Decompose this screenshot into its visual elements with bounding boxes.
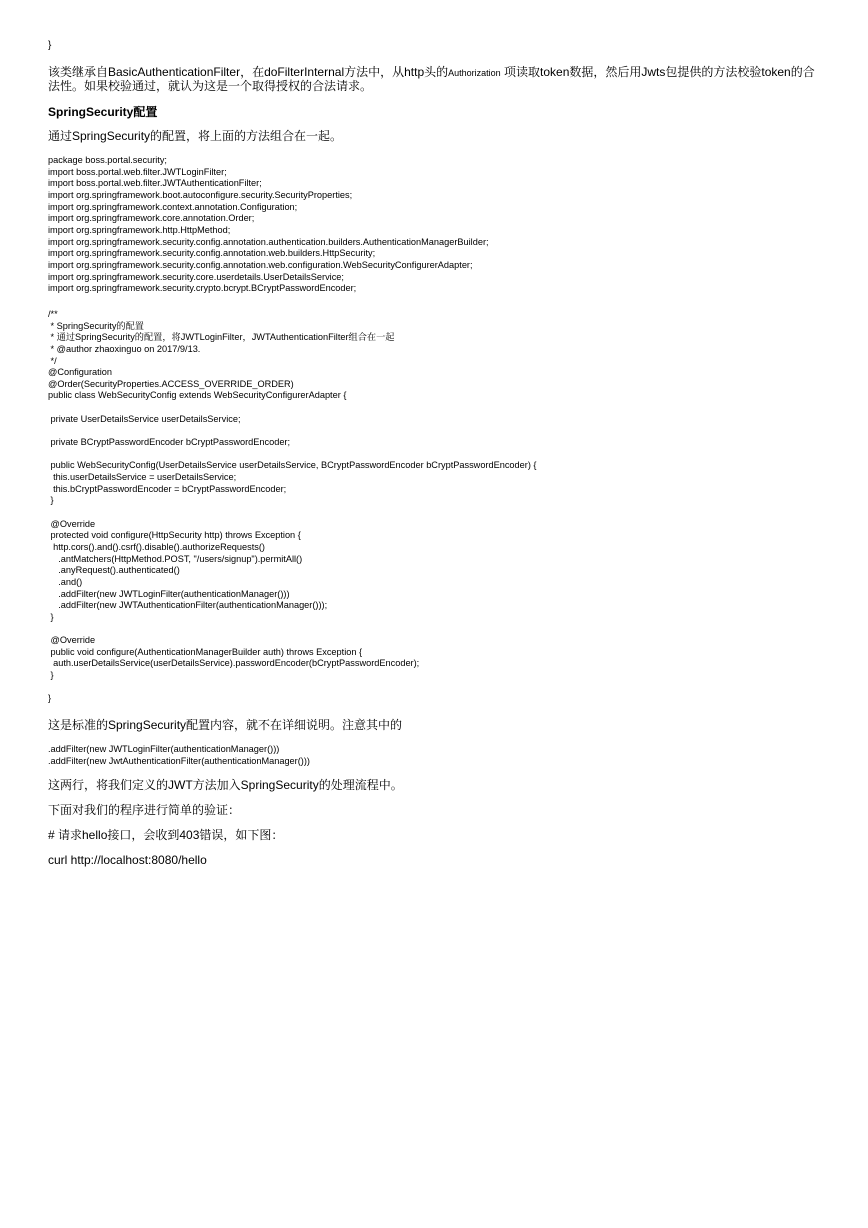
section-heading: SpringSecurity配置 xyxy=(48,105,158,119)
code-line: .addFilter(new JwtAuthenticationFilter(authenticationManager())) xyxy=(48,755,310,766)
code-line: protected void configure(HttpSecurity http) throws Exception { xyxy=(48,530,301,541)
code-block-class xyxy=(48,309,820,705)
code-line: import org.springframework.security.core.userdetails.UserDetailsService; xyxy=(48,271,344,282)
code-line: http.cors().and().csrf().disable().authorizeRequests() xyxy=(48,541,265,552)
code-line: .addFilter(new JWTLoginFilter(authenticationManager())) xyxy=(48,588,290,599)
code-line: package boss.portal.security; xyxy=(48,155,167,165)
intro-paragraph xyxy=(48,66,820,93)
verify-intro-paragraph: 下面对我们的程序进行简单的验证： xyxy=(48,803,241,818)
code-line xyxy=(48,682,820,694)
code-line: @Override xyxy=(48,635,96,646)
code-line: .addFilter(new JWTAuthenticationFilter(authenticationManager())); xyxy=(48,600,328,611)
code-line: import boss.portal.web.filter.JWTLoginFilter; xyxy=(48,166,227,177)
code-line: public void configure(AuthenticationManagerBuilder auth) throws Exception { xyxy=(48,646,363,657)
code-line: import org.springframework.boot.autoconfigure.security.SecurityProperties; xyxy=(48,189,353,200)
code-line: * 通过SpringSecurity的配置，将JWTLoginFilter，JWTAuthenticationFilter组合在一起 xyxy=(48,332,395,343)
code-line: .addFilter(new JWTLoginFilter(authenticationManager())) xyxy=(48,744,280,755)
intro-text-part2: 项读取token数据，然后用Jwts包提供的方法校验token的合法性。如果校验通过，就认为这是一个取得授权的合法请求。 xyxy=(48,65,815,93)
closing-brace: } xyxy=(48,40,52,51)
code-line: */ xyxy=(48,355,57,366)
code-line xyxy=(48,449,820,461)
curl-command: curl http://localhost:8080/hello xyxy=(48,853,207,868)
code-line xyxy=(48,507,820,519)
code-line: .antMatchers(HttpMethod.POST, "/users/signup").permitAll() xyxy=(48,553,303,564)
intro-text-part1: 该类继承自BasicAuthenticationFilter，在doFilterInternal方法中，从http头的 xyxy=(48,65,449,79)
code-line: import org.springframework.context.annotation.Configuration; xyxy=(48,201,298,212)
code-line: import org.springframework.security.crypto.bcrypt.BCryptPasswordEncoder; xyxy=(48,283,357,294)
code-block-imports xyxy=(48,155,820,295)
code-line: import boss.portal.web.filter.JWTAuthenticationFilter; xyxy=(48,178,262,189)
code-line: } xyxy=(48,670,54,681)
code-line: } xyxy=(48,495,54,506)
code-line: import org.springframework.security.config.annotation.web.configuration.WebSecurityConfigurerAdapter; xyxy=(48,259,473,270)
code-line: auth.userDetailsService(userDetailsService).passwordEncoder(bCryptPasswordEncoder); xyxy=(48,658,420,669)
code-line: public WebSecurityConfig(UserDetailsService userDetailsService, BCryptPasswordEncoder bCryptPasswordEncoder) { xyxy=(48,460,537,471)
intro-header-name: Authorization xyxy=(448,68,501,78)
code-line: private BCryptPasswordEncoder bCryptPasswordEncoder; xyxy=(48,437,291,448)
note-paragraph: 这是标准的SpringSecurity配置内容，就不在详细说明。注意其中的 xyxy=(48,718,403,733)
code-line: .anyRequest().authenticated() xyxy=(48,565,180,576)
code-line xyxy=(48,402,820,414)
section-intro: 通过SpringSecurity的配置，将上面的方法组合在一起。 xyxy=(48,129,343,143)
code-line: this.userDetailsService = userDetailsService; xyxy=(48,472,237,483)
code-line: } xyxy=(48,611,54,622)
step-hello-paragraph: # 请求hello接口，会收到403错误，如下图： xyxy=(48,828,284,843)
code-line xyxy=(48,425,820,437)
code-line: import org.springframework.security.config.annotation.authentication.builders.AuthenticationManagerBuilder; xyxy=(48,236,489,247)
code-line: import org.springframework.security.config.annotation.web.builders.HttpSecurity; xyxy=(48,248,376,259)
code-line: /** xyxy=(48,308,58,319)
code-line: .and() xyxy=(48,576,83,587)
code-line: @Override xyxy=(48,518,96,529)
code-line: * SpringSecurity的配置 xyxy=(48,320,144,331)
document-page xyxy=(48,40,820,879)
code-line: } xyxy=(48,693,52,704)
code-line: @Configuration xyxy=(48,367,112,378)
filters-explain-paragraph: 这两行，将我们定义的JWT方法加入SpringSecurity的处理流程中。 xyxy=(48,778,403,793)
code-line: import org.springframework.core.annotation.Order; xyxy=(48,213,255,224)
code-line: * @author zhaoxinguo on 2017/9/13. xyxy=(48,343,201,354)
code-line xyxy=(48,624,820,636)
code-block-filters xyxy=(48,744,820,767)
code-line: @Order(SecurityProperties.ACCESS_OVERRIDE_ORDER) xyxy=(48,378,294,389)
code-line: private UserDetailsService userDetailsService; xyxy=(48,413,241,424)
code-line: public class WebSecurityConfig extends WebSecurityConfigurerAdapter { xyxy=(48,390,347,401)
code-line: this.bCryptPasswordEncoder = bCryptPasswordEncoder; xyxy=(48,483,287,494)
code-line: import org.springframework.http.HttpMethod; xyxy=(48,224,231,235)
